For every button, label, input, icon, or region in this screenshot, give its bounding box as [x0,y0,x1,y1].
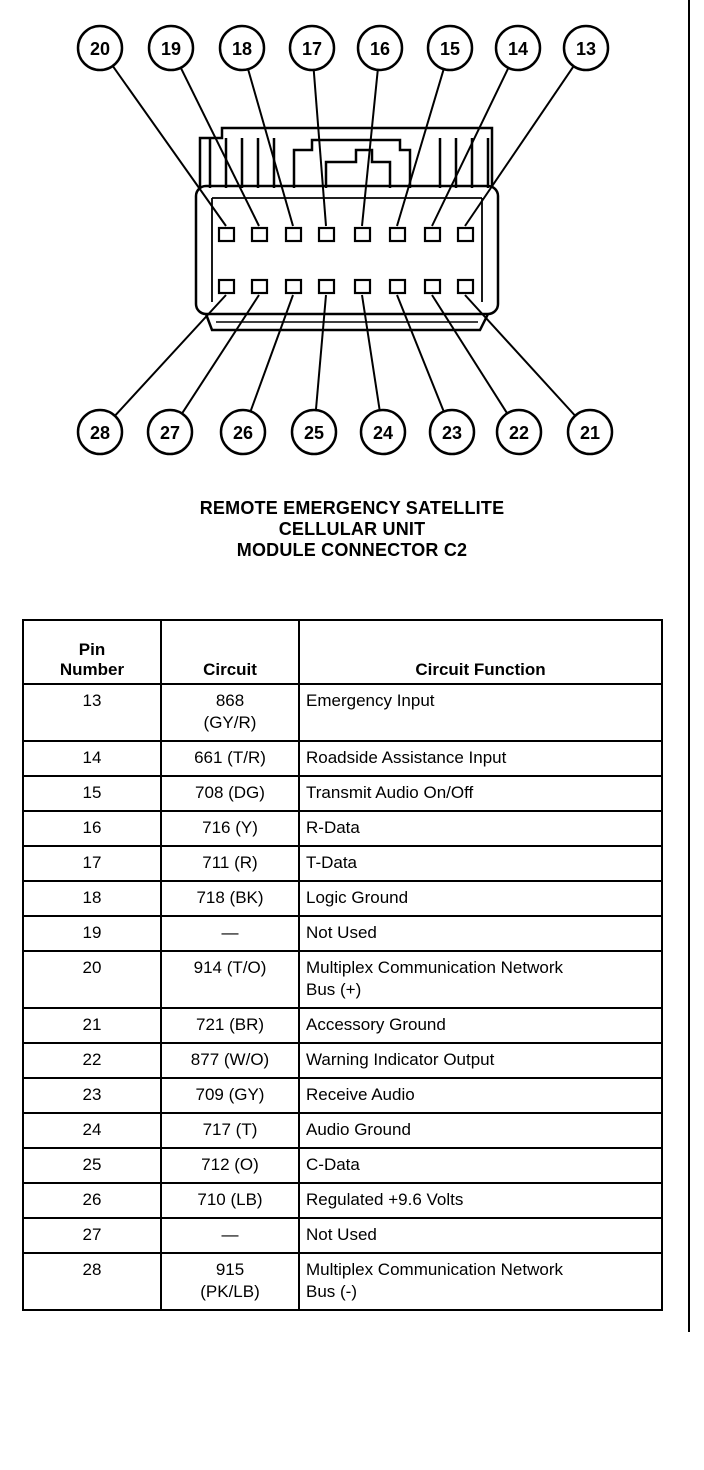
cell-func [299,951,662,1008]
cell-func2-text: Bus (-) [306,1282,357,1301]
cell-func1-text: Regulated +9.6 Volts [306,1190,464,1209]
title-line-2: CELLULAR UNIT [278,519,426,539]
cell-circuit [161,881,299,916]
cell-pin-text: 16 [82,818,102,837]
cell-func [299,1218,662,1253]
connector-ribs-right [440,138,488,188]
cell-pin [23,951,161,1008]
cell-func1-text: C-Data [306,1155,360,1174]
table-row [23,881,662,916]
table-row [23,684,662,741]
pin-cavity-top [355,228,370,241]
table-row [23,846,662,881]
table-row [23,1113,662,1148]
cell-pin-text: 25 [82,1155,102,1174]
cell-func [299,1008,662,1043]
cell-circuit1-text: 716 (Y) [202,818,258,837]
pin-cavity-bottom [286,280,301,293]
connector-latch [294,140,410,188]
pin-cavity-top [425,228,440,241]
header-pin-line1: Pin [78,640,106,659]
cell-circuit [161,1008,299,1043]
leader-lines [113,66,575,416]
callout-pin-number: 26 [232,423,254,443]
pin-callout-bottom [221,410,265,454]
cell-pin [23,811,161,846]
cell-pin [23,1113,161,1148]
leader-line [115,295,226,416]
callout-pin-number: 20 [89,39,111,59]
cell-func [299,1113,662,1148]
cell-circuit1-text: 712 (O) [201,1155,259,1174]
callout-pin-number: 16 [369,39,391,59]
cell-circuit [161,1183,299,1218]
connector-diagram [0,0,704,470]
cell-func1-text: Multiplex Communication Network [306,1260,563,1279]
cell-func [299,1148,662,1183]
cell-circuit1-text: 915 [215,1260,245,1279]
cell-circuit [161,1148,299,1183]
cell-circuit [161,1043,299,1078]
pin-cavity-bottom [319,280,334,293]
table-row [23,1043,662,1078]
table-row [23,811,662,846]
cell-circuit1-text: 718 (BK) [196,888,264,907]
cell-circuit [161,684,299,741]
cell-circuit [161,1253,299,1310]
pin-cavity-bottom [219,280,234,293]
leader-line [314,70,326,226]
cell-pin [23,846,161,881]
leader-line [465,295,575,416]
pin-callouts [78,26,612,454]
pin-callout-bottom [78,410,122,454]
cell-circuit1-text: 717 (T) [202,1120,258,1139]
pin-callout-bottom [568,410,612,454]
cell-circuit [161,846,299,881]
title-line-3: MODULE CONNECTOR C2 [236,540,468,560]
table-row [23,776,662,811]
cell-circuit1-text: 877 (W/O) [190,1050,270,1069]
leader-line [248,69,293,226]
cell-circuit [161,741,299,776]
leader-line [465,66,574,226]
cell-func [299,1183,662,1218]
cell-func1-text: Emergency Input [306,691,435,710]
cell-func1-text: Logic Ground [306,888,409,907]
cell-pin-text: 13 [82,691,102,710]
pin-table [22,619,663,1311]
cell-pin [23,881,161,916]
cell-circuit1-text: — [221,923,239,942]
leader-line [362,295,380,410]
pin-cavity-top [252,228,267,241]
cell-pin [23,1183,161,1218]
callout-pin-number: 14 [507,39,529,59]
cell-func1-text: Multiplex Communication Network [306,958,563,977]
cell-circuit1-text: 661 (T/R) [194,748,266,767]
cell-circuit1-text: 721 (BR) [195,1015,265,1034]
table-row [23,1183,662,1218]
cell-func [299,881,662,916]
pin-callout-top [220,26,264,70]
callout-pin-number: 19 [160,39,182,59]
cell-circuit1-text: 710 (LB) [197,1190,263,1209]
leader-line [181,68,259,226]
cell-circuit1-text: 711 (R) [202,853,258,872]
callout-pin-number: 27 [159,423,181,443]
cell-pin-text: 19 [82,923,102,942]
cell-pin-text: 18 [82,888,102,907]
table-row [23,1008,662,1043]
table-row [23,1078,662,1113]
cell-pin-text: 20 [82,958,102,977]
cell-pin-text: 28 [82,1260,102,1279]
leader-line [316,295,326,410]
pin-cavity-top [390,228,405,241]
table-row [23,1253,662,1310]
cell-pin [23,776,161,811]
pin-cavity-bottom [425,280,440,293]
cell-circuit [161,776,299,811]
cell-pin [23,1043,161,1078]
pin-cavities [219,228,473,293]
cell-pin-text: 27 [82,1225,102,1244]
cell-func1-text: Accessory Ground [306,1015,446,1034]
cell-pin-text: 22 [82,1050,102,1069]
cell-func [299,741,662,776]
cell-pin-text: 23 [82,1085,102,1104]
table-row [23,1218,662,1253]
pin-callout-top [428,26,472,70]
cell-pin-text: 14 [82,748,102,767]
cell-func1-text: Not Used [306,1225,377,1244]
callout-pin-number: 22 [508,423,530,443]
table-header-row [23,620,662,684]
callout-pin-number: 18 [231,39,253,59]
pin-cavity-top [219,228,234,241]
title-line-1: REMOTE EMERGENCY SATELLITE [199,498,505,518]
cell-pin-text: 17 [82,853,102,872]
cell-circuit1-text: 914 (T/O) [193,958,267,977]
header-pin-line2: Number [59,660,125,679]
cell-circuit1-text: 868 [215,691,245,710]
cell-func [299,684,662,741]
cell-func [299,1043,662,1078]
cell-circuit1-text: 709 (GY) [195,1085,265,1104]
pin-callout-bottom [430,410,474,454]
cell-circuit1-text: — [221,1225,239,1244]
callout-pin-number: 24 [372,423,394,443]
cell-circuit2-text: (GY/R) [203,713,257,732]
connector-latch-inner [326,150,390,188]
leader-line [251,295,293,411]
cell-pin-text: 26 [82,1190,102,1209]
leader-line [362,70,378,226]
cell-func1-text: Roadside Assistance Input [306,748,507,767]
cell-pin [23,1218,161,1253]
pin-cavity-bottom [390,280,405,293]
pin-callout-top [149,26,193,70]
cell-pin [23,1078,161,1113]
leader-line [397,69,444,226]
pin-callout-bottom [292,410,336,454]
cell-pin [23,916,161,951]
callout-pin-number: 23 [441,423,463,443]
cell-func2-text: Bus (+) [306,980,362,999]
cell-circuit2-text: (PK/LB) [200,1282,260,1301]
cell-func [299,776,662,811]
callout-pin-number: 17 [301,39,323,59]
cell-func1-text: R-Data [306,818,360,837]
cell-func1-text: Not Used [306,923,377,942]
cell-func1-text: Receive Audio [306,1085,415,1104]
cell-circuit [161,1113,299,1148]
table-row [23,1148,662,1183]
table-row [23,916,662,951]
cell-func [299,811,662,846]
cell-pin-text: 21 [82,1015,102,1034]
table-row [23,741,662,776]
cell-func1-text: Audio Ground [306,1120,411,1139]
cell-circuit [161,916,299,951]
pin-callout-bottom [361,410,405,454]
cell-pin [23,684,161,741]
cell-func [299,916,662,951]
connector-top-shell [200,128,492,188]
cell-func [299,1078,662,1113]
header-circuit: Circuit [161,620,299,684]
cell-circuit [161,1218,299,1253]
diagram-title [0,498,704,561]
cell-circuit [161,811,299,846]
callout-pin-number: 13 [575,39,597,59]
cell-pin [23,1008,161,1043]
pin-callout-top [496,26,540,70]
pin-table-body [23,684,662,1310]
cell-pin-text: 15 [82,783,102,802]
table-row [23,951,662,1008]
cell-pin-text: 24 [82,1120,102,1139]
pin-callout-bottom [497,410,541,454]
pin-cavity-bottom [252,280,267,293]
pin-cavity-top [319,228,334,241]
pin-callout-top [358,26,402,70]
pin-cavity-bottom [355,280,370,293]
callout-pin-number: 28 [89,423,111,443]
cell-pin [23,1253,161,1310]
cell-func1-text: T-Data [306,853,358,872]
cell-func1-text: Warning Indicator Output [306,1050,495,1069]
callout-pin-number: 25 [303,423,325,443]
cell-func1-text: Transmit Audio On/Off [306,783,474,802]
cell-pin [23,1148,161,1183]
pin-callout-top [564,26,608,70]
pin-callout-top [78,26,122,70]
pin-cavity-bottom [458,280,473,293]
pin-cavity-top [458,228,473,241]
connector-body [196,186,498,314]
cell-circuit1-text: 708 (DG) [195,783,265,802]
cell-func [299,846,662,881]
cell-pin [23,741,161,776]
header-pin-number [23,620,161,684]
pin-cavity-top [286,228,301,241]
callout-pin-number: 15 [439,39,461,59]
leader-line [397,295,444,412]
pin-callout-bottom [148,410,192,454]
cell-circuit [161,1078,299,1113]
callout-pin-number: 21 [579,423,601,443]
cell-func [299,1253,662,1310]
header-circuit-function: Circuit Function [299,620,662,684]
cell-circuit [161,951,299,1008]
pin-callout-top [290,26,334,70]
